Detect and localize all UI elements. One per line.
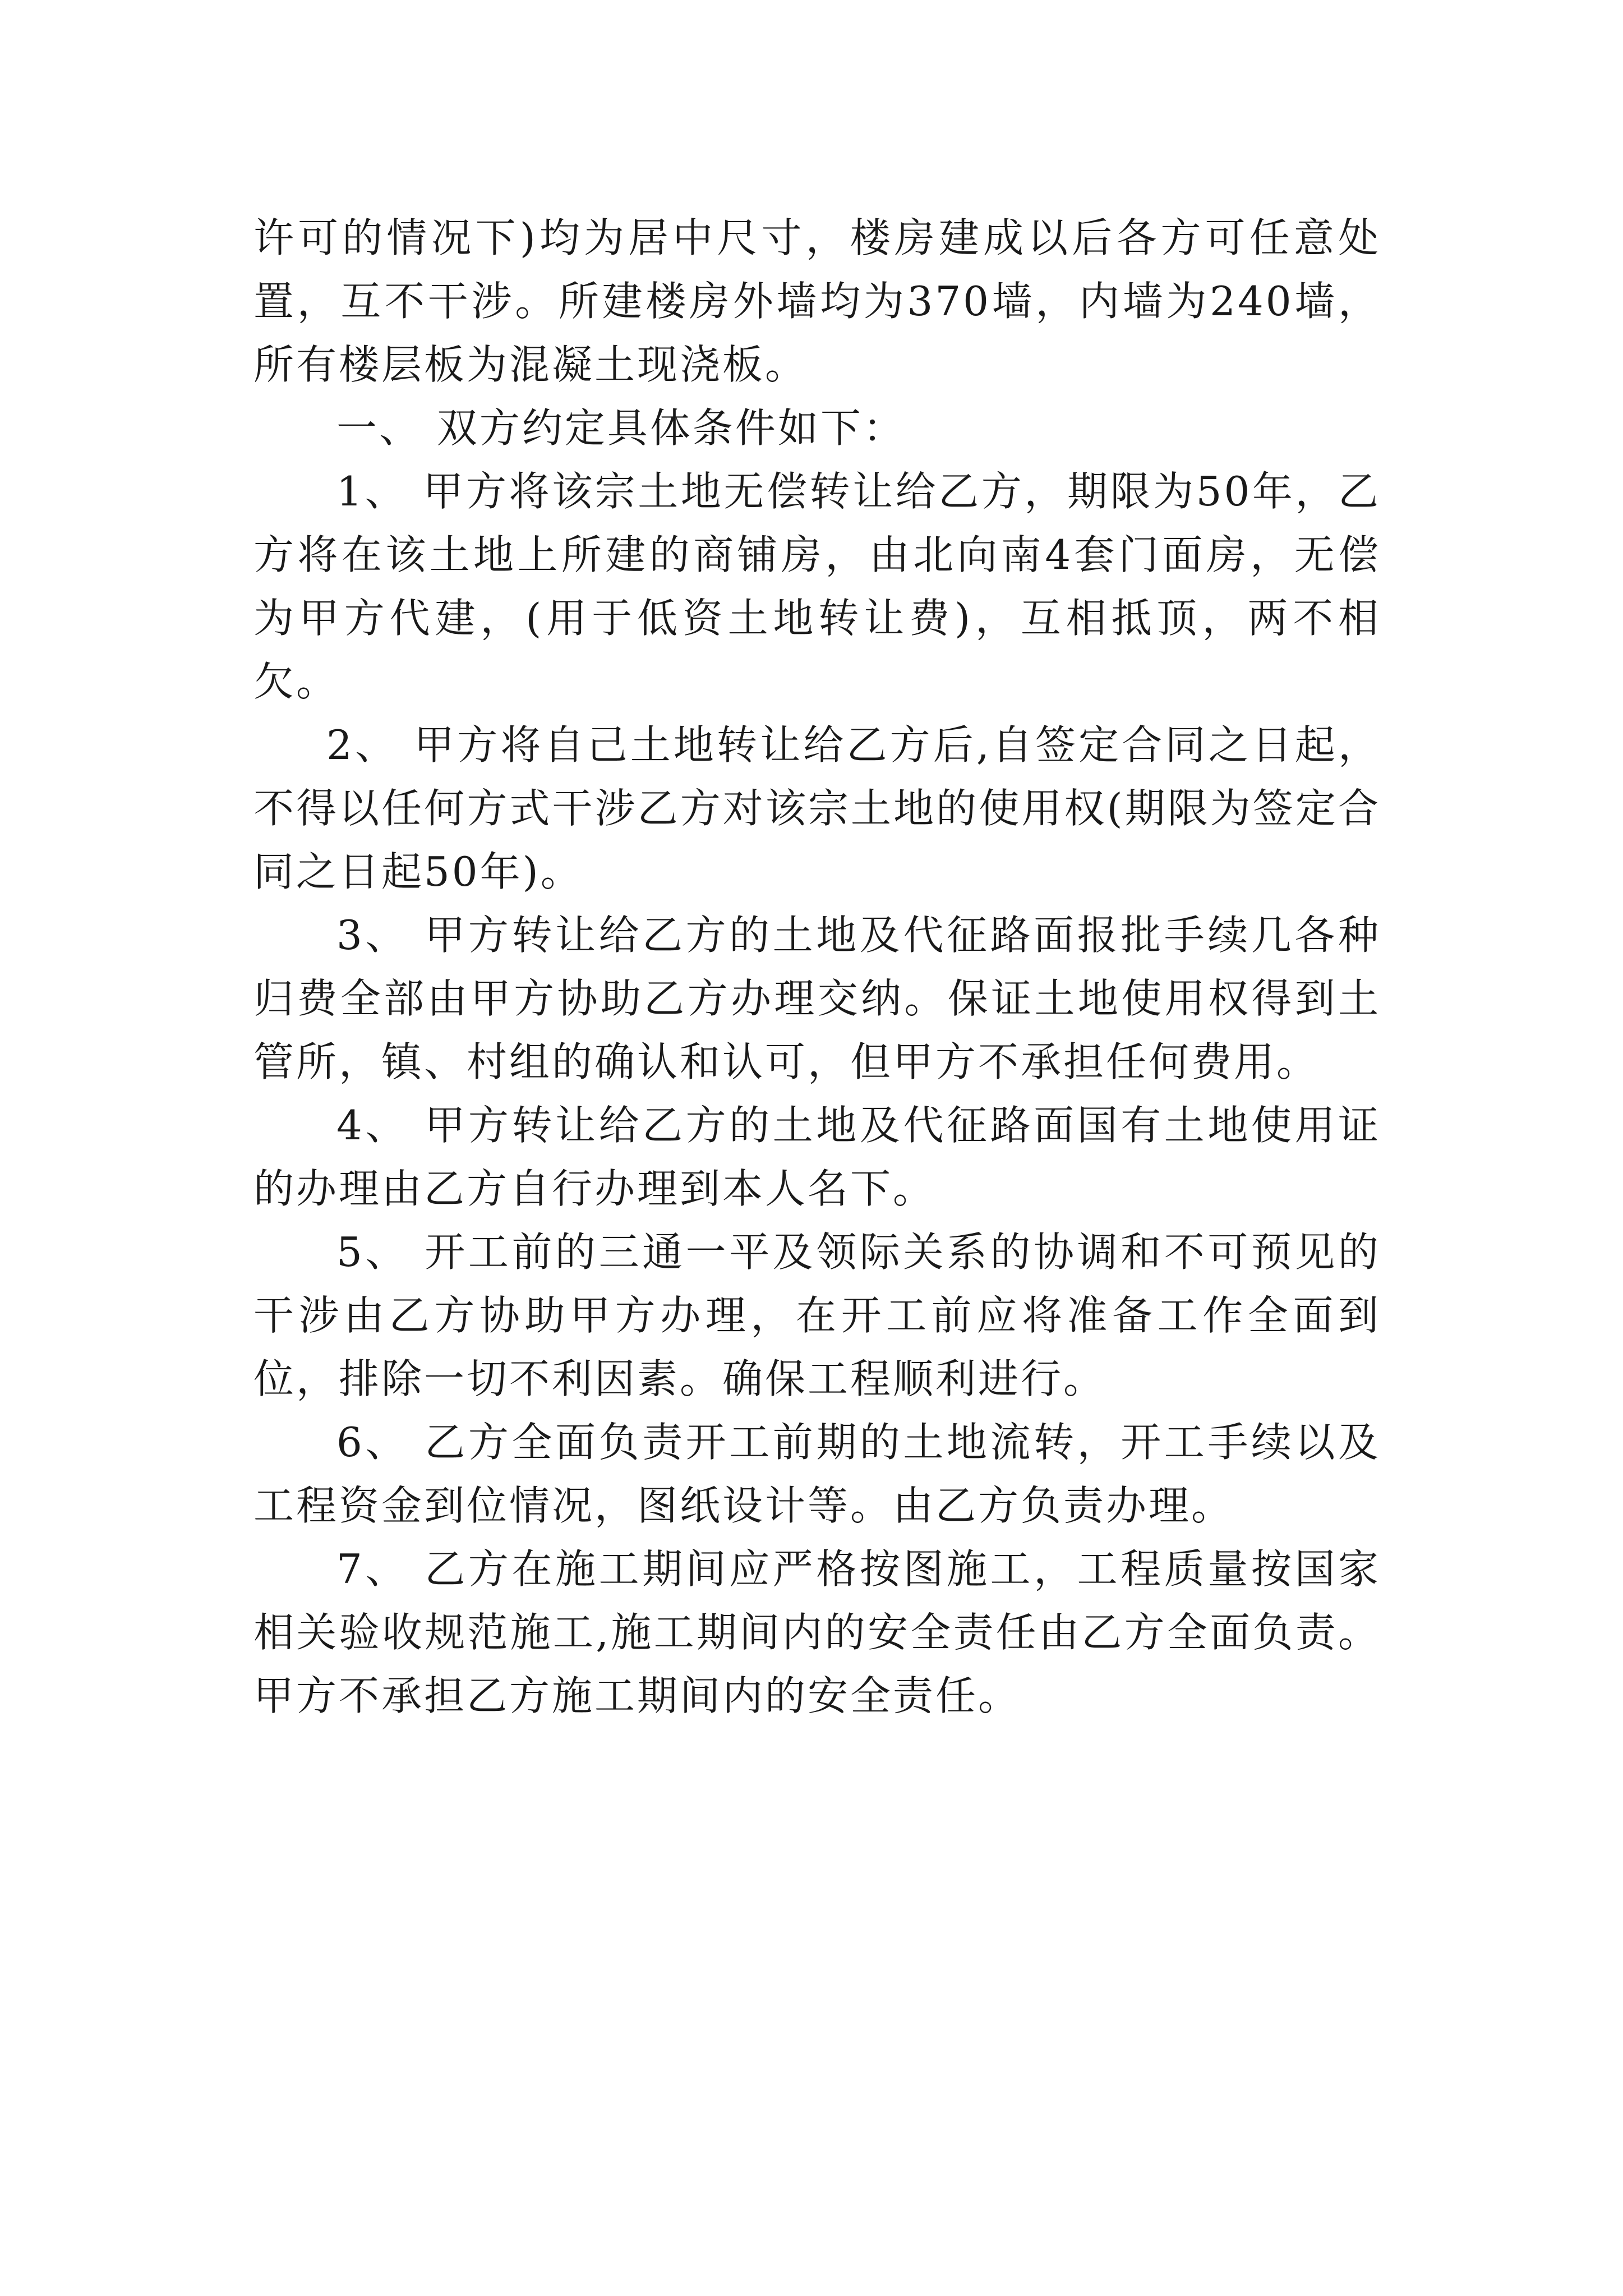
paragraph-continuation: 许可的情况下)均为居中尺寸，楼房建成以后各方可任意处置，互不干涉。所建楼房外墙均为370墙，内墙为240墙，所有楼层板为混凝土现浇板。 [253,214,1381,388]
section-heading-1: 一、 双方约定具体条件如下： [336,404,906,452]
clause-3: 3、 甲方转让给乙方的土地及代征路面报批手续几各种归费全部由甲方协助乙方办理交纳。保证土地使用权得到土管所，镇、村组的确认和认可，但甲方不承担任何费用。 [253,912,1381,1085]
clause-6: 6、 乙方全面负责开工前期的土地流转，开工手续以及工程资金到位情况，图纸设计等。由乙方负责办理。 [253,1419,1381,1529]
clause-2: 2、 甲方将自己土地转让给乙方后,自签定合同之日起，不得以任何方式干涉乙方对该宗土地的使用权(期限为签定合同之日起50年)。 [253,721,1381,895]
clause-1: 1、 甲方将该宗土地无偿转让给乙方，期限为50年，乙方将在该土地上所建的商铺房，由北向南4套门面房，无偿为甲方代建，(用于低资土地转让费)，互相抵顶，两不相欠。 [253,468,1381,705]
clause-4: 4、 甲方转让给乙方的土地及代征路面国有土地使用证的办理由乙方自行办理到本人名下。 [253,1102,1381,1212]
clause-7: 7、 乙方在施工期间应严格按图施工，工程质量按国家相关验收规范施工,施工期间内的安全责任由乙方全面负责。甲方不承担乙方施工期间内的安全责任。 [253,1545,1381,1719]
document-body [253,206,1381,1728]
clause-5: 5、 开工前的三通一平及领际关系的协调和不可预见的干涉由乙方协助甲方办理，在开工前应将准备工作全面到位，排除一切不利因素。确保工程顺利进行。 [253,1228,1381,1402]
